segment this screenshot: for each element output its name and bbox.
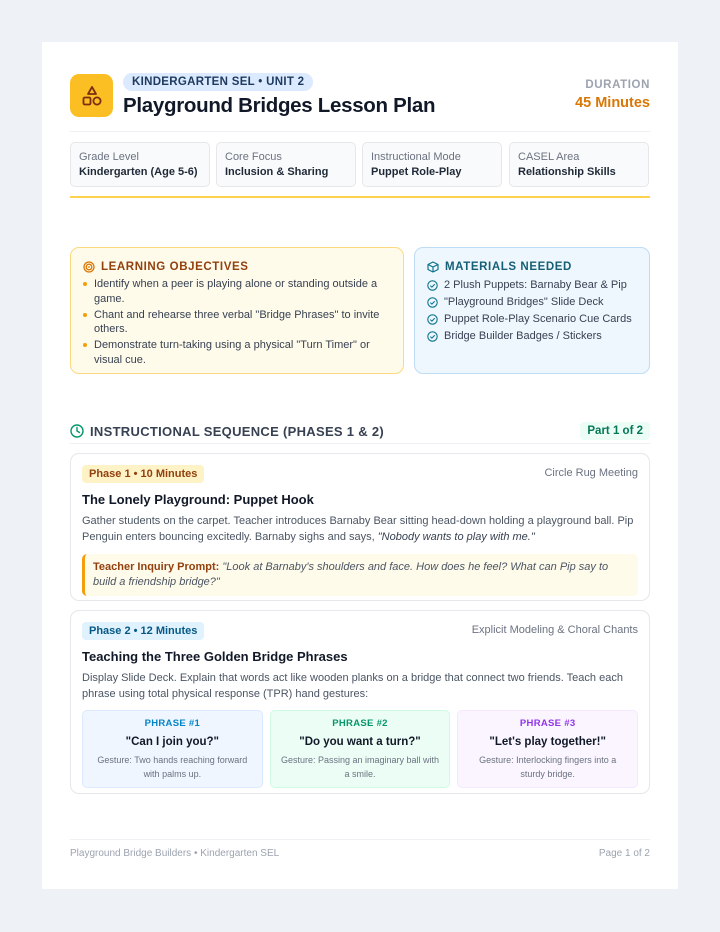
header (70, 72, 650, 132)
meta-value: Kindergarten (Age 5-6) (79, 166, 198, 178)
check-circle-icon (427, 314, 438, 325)
phase-setting: Explicit Modeling & Choral Chants (471, 624, 638, 636)
objective-text: Identify when a peer is playing alone or standing outside a game. (94, 278, 378, 305)
phase-2-card (70, 610, 650, 794)
material-text: Bridge Builder Badges / Stickers (444, 330, 602, 342)
phrase-gesture: Gesture: Passing an imaginary ball with a smile. (280, 755, 440, 779)
phase-title: The Lonely Playground: Puppet Hook (82, 492, 314, 507)
meta-card-grade (70, 142, 210, 187)
list-item (83, 277, 391, 306)
phase-quote: "Nobody wants to play with me." (377, 531, 535, 543)
phrase-card-1 (82, 710, 263, 788)
phrase-gesture: Gesture: Two hands reaching forward with palms up. (97, 755, 248, 779)
meta-card-focus (216, 142, 356, 187)
list-item (83, 308, 391, 337)
sequence-header (70, 422, 650, 444)
phrase-cards (82, 710, 638, 788)
meta-value: Puppet Role-Play (371, 166, 462, 178)
lesson-plan-page (42, 42, 678, 889)
list-item (427, 311, 637, 328)
phase-1-card (70, 453, 650, 601)
page-title: Playground Bridges Lesson Plan (123, 94, 436, 117)
page-number: Page 1 of 2 (598, 848, 650, 859)
phase-desc-text: Gather students on the carpet. Teacher introduces Barnaby Bear sitting head-down holding a playground ball. Pip Penguin enters bouncing excitedly. Barnaby sighs and says, (82, 515, 634, 543)
header-accent-rule (70, 196, 650, 198)
learning-objectives (70, 247, 404, 374)
phrase-text: "Do you want a turn?" (299, 736, 421, 748)
phrase-gesture: Gesture: Interlocking fingers into a sturdy bridge. (479, 755, 617, 779)
phrase-number: PHRASE #1 (144, 718, 201, 729)
objective-text: Demonstrate turn-taking using a physical "Turn Timer" or visual cue. (94, 339, 370, 366)
phrase-text: "Let's play together!" (489, 736, 606, 748)
meta-card-casel (509, 142, 649, 187)
list-item (427, 294, 637, 311)
phrase-text: "Can I join you?" (125, 736, 219, 748)
check-circle-icon (427, 280, 438, 291)
meta-label: Core Focus (225, 151, 282, 163)
teacher-prompt (82, 554, 638, 596)
material-text: 2 Plush Puppets: Barnaby Bear & Pip (444, 279, 627, 291)
prompt-text: "Look at Barnaby's shoulders and face. How does he feel? What can Pip say to build a friendship bridge?" (93, 561, 609, 588)
phrase-card-2 (270, 710, 451, 788)
check-circle-icon (427, 331, 438, 342)
phase-badge: Phase 1 • 10 Minutes (82, 465, 204, 483)
phase-title: Teaching the Three Golden Bridge Phrases (82, 649, 348, 664)
footer-title: Playground Bridge Builders • Kindergarten SEL (70, 848, 280, 859)
footer (70, 848, 650, 862)
list-item (83, 338, 391, 367)
meta-label: Instructional Mode (371, 151, 461, 163)
objective-text: Chant and rehearse three verbal "Bridge Phrases" to invite others. (94, 308, 380, 335)
part-badge: Part 1 of 2 (580, 422, 650, 440)
phase-description: Display Slide Deck. Explain that words act like wooden planks on a bridge that connect two friends. Teach each phrase using total physical response (TPR) hand gestures: (82, 672, 623, 700)
divider (70, 443, 650, 444)
meta-label: Grade Level (79, 151, 139, 163)
phase-badge: Phase 2 • 12 Minutes (82, 622, 204, 640)
divider (70, 131, 650, 132)
materials-title: MATERIALS NEEDED (445, 260, 572, 273)
list-item (427, 277, 637, 294)
prompt-label: Teacher Inquiry Prompt: (93, 561, 220, 573)
shapes-icon (70, 74, 113, 117)
materials-heading (427, 260, 637, 273)
duration-label: DURATION (585, 79, 650, 91)
list-item (427, 328, 637, 345)
phrase-number: PHRASE #2 (332, 718, 388, 729)
phase-description (82, 513, 638, 545)
meta-card-mode (362, 142, 502, 187)
objectives-heading (83, 260, 391, 273)
check-circle-icon (427, 297, 438, 308)
box-icon (427, 261, 439, 273)
meta-value: Inclusion & Sharing (225, 166, 329, 178)
material-text: Puppet Role-Play Scenario Cue Cards (444, 313, 632, 325)
phase-setting: Circle Rug Meeting (544, 467, 638, 479)
meta-value: Relationship Skills (518, 166, 616, 178)
meta-label: CASEL Area (518, 151, 580, 163)
target-icon (83, 261, 95, 273)
material-text: "Playground Bridges" Slide Deck (444, 296, 604, 308)
unit-badge: KINDERGARTEN SEL • UNIT 2 (123, 73, 313, 91)
phrase-number: PHRASE #3 (519, 718, 576, 729)
divider (70, 839, 650, 840)
clock-icon (70, 424, 84, 438)
materials-needed (414, 247, 650, 374)
sequence-title: INSTRUCTIONAL SEQUENCE (PHASES 1 & 2) (90, 424, 385, 439)
duration-value: 45 Minutes (575, 95, 650, 111)
objectives-title: LEARNING OBJECTIVES (101, 260, 249, 273)
phrase-card-3 (457, 710, 638, 788)
meta-cards (70, 142, 650, 187)
